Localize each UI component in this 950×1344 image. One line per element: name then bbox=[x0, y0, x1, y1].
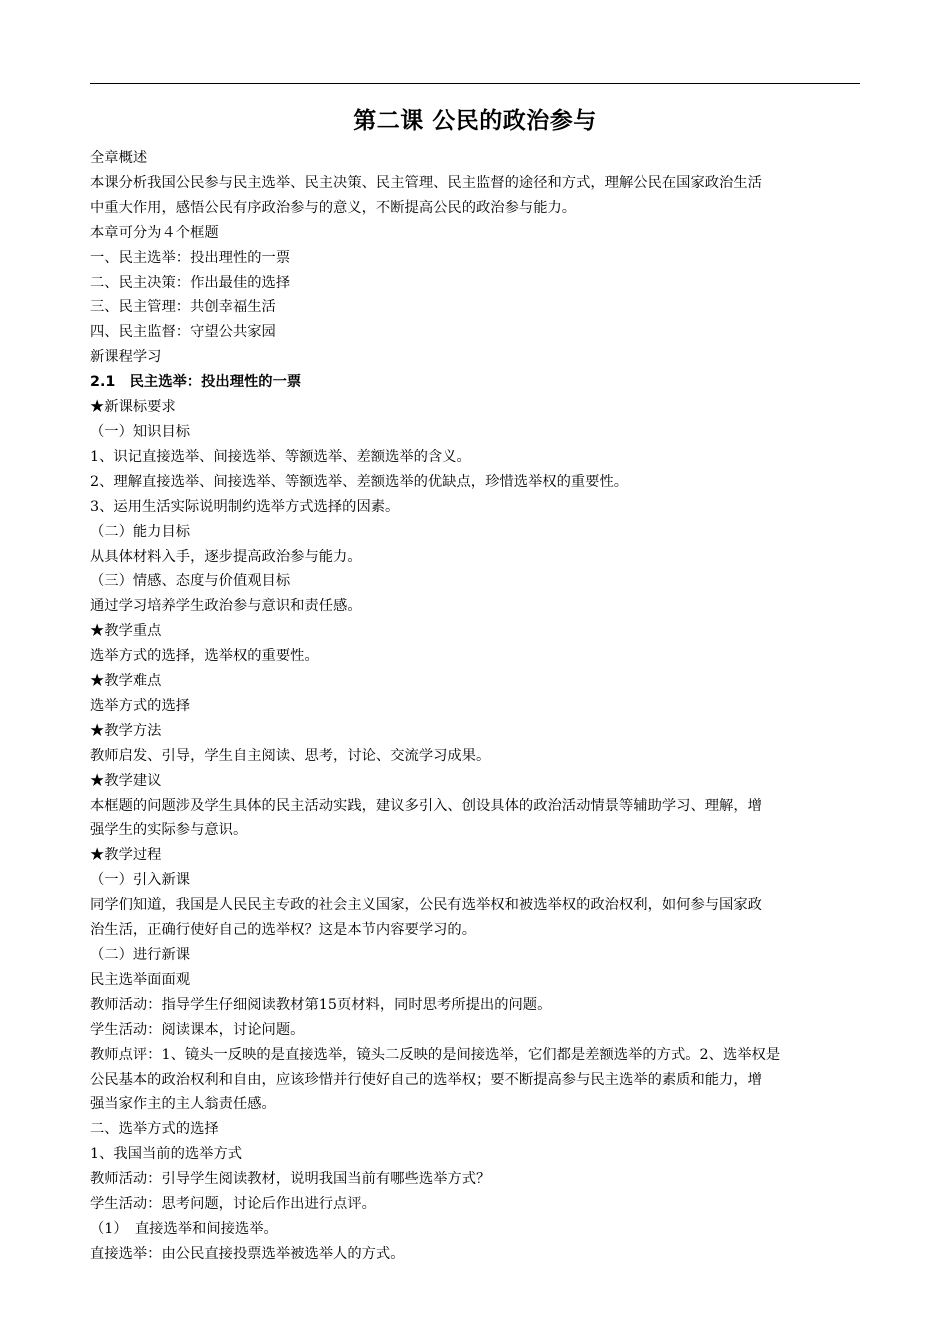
text-line: 新课程学习 bbox=[90, 349, 162, 366]
text-line: ★教学方法 bbox=[90, 722, 162, 739]
text-line: 教师活动：引导学生阅读教材，说明我国当前有哪些选举方式？ bbox=[90, 1171, 491, 1188]
header-rule bbox=[90, 83, 860, 84]
text-line: 治生活，正确行使好自己的选举权？这是本节内容要学习的。 bbox=[90, 922, 477, 939]
text-line: 本章可分为４个框题 bbox=[90, 224, 219, 241]
text-line: 四、民主监督：守望公共家园 bbox=[90, 324, 276, 341]
document-body bbox=[90, 146, 862, 1267]
text-line: 学生活动：阅读课本，讨论问题。 bbox=[90, 1021, 305, 1038]
text-line: 公民基本的政治权利和自由，应该珍惜并行使好自己的选举权；要不断提高参与民主选举的素质和能力，增 bbox=[90, 1071, 762, 1088]
text-line: 二、选举方式的选择 bbox=[90, 1121, 219, 1138]
page-title: 第二课 公民的政治参与 bbox=[353, 108, 597, 134]
text-line: 选举方式的选择 bbox=[90, 697, 191, 714]
text-line: 2、理解直接选举、间接选举、等额选举、差额选举的优缺点，珍惜选举权的重要性。 bbox=[90, 473, 629, 490]
text-line: ★新课标要求 bbox=[90, 399, 176, 416]
text-line: 直接选举：由公民直接投票选举被选举人的方式。 bbox=[90, 1245, 405, 1262]
text-line: 教师启发、引导，学生自主阅读、思考，讨论、交流学习成果。 bbox=[90, 747, 491, 764]
text-line: 1、识记直接选举、间接选举、等额选举、差额选举的含义。 bbox=[90, 448, 471, 465]
text-line: ★教学重点 bbox=[90, 623, 162, 640]
text-line: （一）知识目标 bbox=[90, 423, 191, 440]
text-line: （二）能力目标 bbox=[90, 523, 191, 540]
text-line: 三、民主管理：共创幸福生活 bbox=[90, 299, 276, 316]
text-line: （1） 直接选举和间接选举。 bbox=[90, 1220, 278, 1237]
text-line: 强当家作主的主人翁责任感。 bbox=[90, 1096, 276, 1113]
text-line: 同学们知道，我国是人民民主专政的社会主义国家，公民有选举权和被选举权的政治权利，如何参与国家政 bbox=[90, 897, 762, 914]
text-line: ★教学建议 bbox=[90, 772, 162, 789]
text-line: （三）情感、态度与价值观目标 bbox=[90, 573, 291, 590]
text-line: 1、我国当前的选举方式 bbox=[90, 1146, 243, 1163]
text-line: ★教学过程 bbox=[90, 847, 162, 864]
text-line: （二）进行新课 bbox=[90, 947, 191, 963]
text-line: 中重大作用，感悟公民有序政治参与的意义，不断提高公民的政治参与能力。 bbox=[90, 199, 577, 216]
text-line: 教师点评：1、镜头一反映的是直接选举，镜头二反映的是间接选举，它们都是差额选举的方式。2、选举权是 bbox=[90, 1046, 781, 1063]
text-line: ★教学难点 bbox=[90, 673, 162, 690]
text-line: 本课分析我国公民参与民主选举、民主决策、民主管理、民主监督的途径和方式，理解公民在国家政治生活 bbox=[90, 174, 762, 191]
text-line: 3、运用生活实际说明制约选举方式选择的因素。 bbox=[90, 498, 400, 515]
text-line: 民主选举面面观 bbox=[90, 971, 191, 988]
text-line: 从具体材料入手，逐步提高政治参与能力。 bbox=[90, 548, 362, 565]
text-line: （一）引入新课 bbox=[90, 872, 191, 889]
text-line: 强学生的实际参与意识。 bbox=[90, 822, 248, 839]
text-line: 全章概述 bbox=[90, 150, 148, 166]
text-line: 2.1 民主选举：投出理性的一票 bbox=[90, 374, 302, 391]
text-line: 选举方式的选择，选举权的重要性。 bbox=[90, 648, 319, 665]
text-line: 教师活动：指导学生仔细阅读教材第15页材料，同时思考所提出的问题。 bbox=[90, 996, 552, 1013]
text-line: 本框题的问题涉及学生具体的民主活动实践，建议多引入、创设具体的政治活动情景等辅助学习、理解，增 bbox=[90, 797, 762, 814]
text-line: 二、民主决策：作出最佳的选择 bbox=[90, 274, 291, 291]
text-line: 一、民主选举：投出理性的一票 bbox=[90, 249, 291, 266]
text-line: 通过学习培养学生政治参与意识和责任感。 bbox=[90, 598, 362, 615]
text-line: 学生活动：思考问题，讨论后作出进行点评。 bbox=[90, 1196, 376, 1213]
